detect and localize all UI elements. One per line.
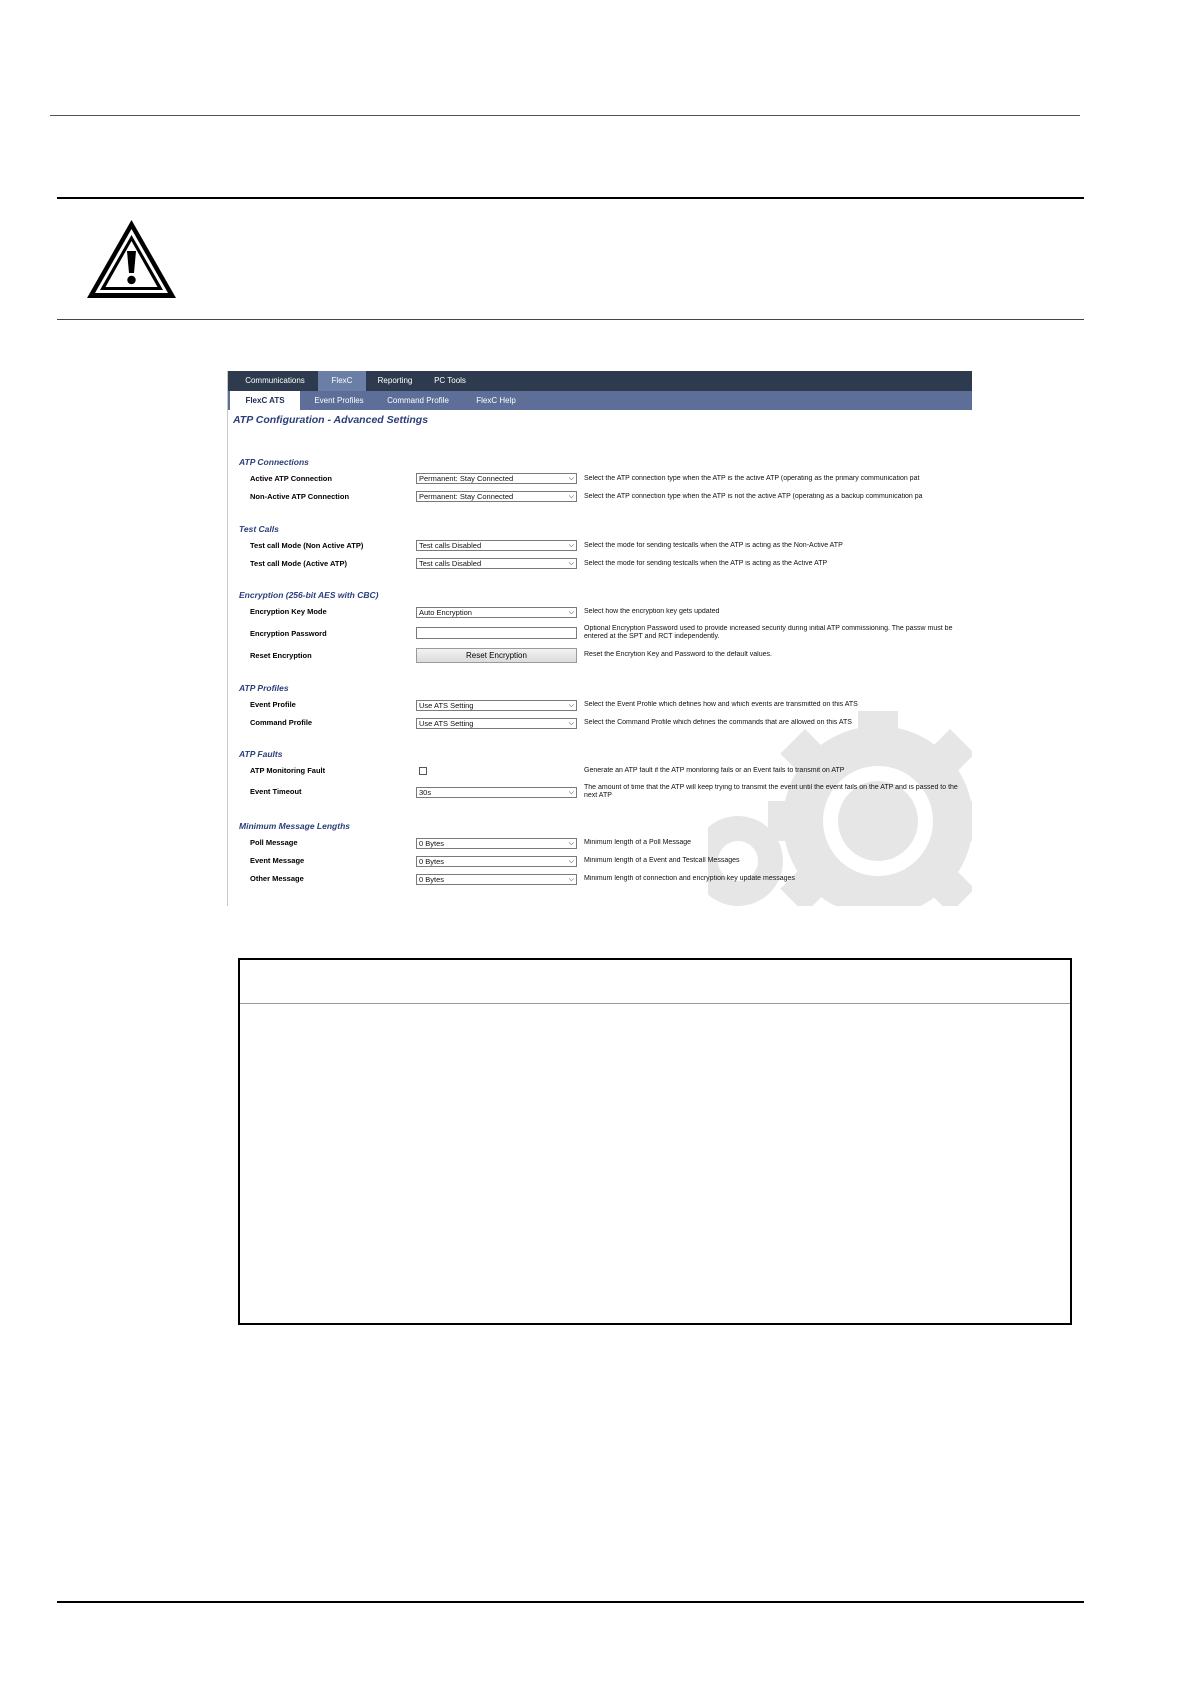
warning-triangle-icon xyxy=(84,217,179,302)
chevron-down-icon: ⌵ xyxy=(568,702,574,709)
active-connection-desc: Select the ATP connection type when the ATP is the active ATP (operating as the primary communication pat xyxy=(584,475,920,482)
chevron-down-icon: ⌵ xyxy=(568,609,574,616)
encryption-password-input[interactable] xyxy=(416,627,577,639)
testcall-nonactive-label: Test call Mode (Non Active ATP) xyxy=(250,541,364,550)
testcall-active-desc: Select the mode for sending testcalls when the ATP is acting as the Active ATP xyxy=(584,560,828,567)
chevron-down-icon: ⌵ xyxy=(568,840,574,847)
warning-rule-top xyxy=(57,197,1084,199)
other-message-select[interactable] xyxy=(416,874,577,885)
command-profile-label: Command Profile xyxy=(250,718,313,727)
tab-pc-tools[interactable]: PC Tools xyxy=(434,376,466,385)
section-atp-faults: ATP Faults xyxy=(239,749,283,759)
warning-rule-bottom xyxy=(57,319,1084,320)
command-profile-desc: Select the Command Profile which defines the commands that are allowed on this ATS xyxy=(584,719,852,726)
tab-flexc-ats[interactable]: FlexC ATS xyxy=(230,391,300,410)
header-rule xyxy=(50,115,1080,116)
password-label: Encryption Password xyxy=(250,629,327,638)
poll-message-select[interactable] xyxy=(416,838,577,849)
tab-reporting[interactable]: Reporting xyxy=(377,376,413,385)
table-header-rule xyxy=(240,1003,1070,1004)
event-timeout-desc: The amount of time that the ATP will keep trying to transmit the event until the event fails on the ATP and is passed to the next ATP xyxy=(584,784,958,799)
nonactive-connection-select[interactable] xyxy=(416,491,577,502)
sub-nav-bar xyxy=(228,391,972,410)
event-profile-desc: Select the Event Profile which defines how and which events are transmitted on this ATS xyxy=(584,701,858,708)
event-timeout-select[interactable] xyxy=(416,787,577,798)
top-nav-bar xyxy=(228,371,972,391)
reset-encryption-label: Reset Encryption xyxy=(250,651,312,660)
section-encryption: Encryption (256-bit AES with CBC) xyxy=(239,590,379,600)
event-profile-label: Event Profile xyxy=(250,700,296,709)
select-value: Use ATS Setting xyxy=(419,719,474,728)
event-message-label: Event Message xyxy=(250,856,305,865)
select-value: 30s xyxy=(419,788,432,797)
other-message-label: Other Message xyxy=(250,874,304,883)
select-value: Permanent: Stay Connected xyxy=(419,474,514,483)
testcall-active-select[interactable] xyxy=(416,558,577,569)
tab-flexc[interactable]: FlexC xyxy=(318,371,366,391)
nonactive-connection-label: Non-Active ATP Connection xyxy=(250,492,350,501)
active-connection-select[interactable] xyxy=(416,473,577,484)
key-mode-label: Encryption Key Mode xyxy=(250,607,327,616)
select-value: Test calls Disabled xyxy=(419,559,482,568)
atp-config-screenshot xyxy=(227,371,972,906)
select-value: Use ATS Setting xyxy=(419,701,474,710)
select-value: Auto Encryption xyxy=(419,608,472,617)
select-value: 0 Bytes xyxy=(419,839,445,848)
event-profile-select[interactable] xyxy=(416,700,577,711)
chevron-down-icon: ⌵ xyxy=(568,560,574,567)
event-message-desc: Minimum length of a Event and Testcall Messages xyxy=(584,857,740,864)
chevron-down-icon: ⌵ xyxy=(568,858,574,865)
reset-encryption-desc: Reset the Encrytion Key and Password to the default values. xyxy=(584,651,772,658)
tab-event-profiles[interactable]: Event Profiles xyxy=(314,396,364,405)
monitoring-fault-label: ATP Monitoring Fault xyxy=(250,766,326,775)
info-table-frame xyxy=(238,958,1072,1325)
chevron-down-icon: ⌵ xyxy=(568,475,574,482)
chevron-down-icon: ⌵ xyxy=(568,876,574,883)
testcall-active-label: Test call Mode (Active ATP) xyxy=(250,559,347,568)
section-min-lengths: Minimum Message Lengths xyxy=(239,821,350,831)
chevron-down-icon: ⌵ xyxy=(568,720,574,727)
section-test-calls: Test Calls xyxy=(239,524,279,534)
event-message-select[interactable] xyxy=(416,856,577,867)
reset-encryption-button[interactable]: Reset Encryption xyxy=(416,648,577,663)
tab-communications[interactable]: Communications xyxy=(245,376,305,385)
chevron-down-icon: ⌵ xyxy=(568,493,574,500)
active-connection-label: Active ATP Connection xyxy=(250,474,332,483)
select-value: Test calls Disabled xyxy=(419,541,482,550)
section-atp-connections: ATP Connections xyxy=(239,457,309,467)
footer-rule xyxy=(57,1601,1084,1603)
nonactive-connection-desc: Select the ATP connection type when the ATP is not the active ATP (operating as a backup communication pa xyxy=(584,493,923,500)
monitoring-fault-checkbox[interactable] xyxy=(419,767,427,775)
event-timeout-label: Event Timeout xyxy=(250,787,302,796)
password-desc: Optional Encryption Password used to provide increased security during initial ATP commissioning. The passw must be entered at the SPT and RCT independently. xyxy=(584,625,953,640)
chevron-down-icon: ⌵ xyxy=(568,789,574,796)
select-value: Permanent: Stay Connected xyxy=(419,492,514,501)
chevron-down-icon: ⌵ xyxy=(568,542,574,549)
command-profile-select[interactable] xyxy=(416,718,577,729)
testcall-nonactive-select[interactable] xyxy=(416,540,577,551)
monitoring-fault-desc: Generate an ATP fault if the ATP monitoring fails or an Event fails to transmit on ATP xyxy=(584,767,845,774)
poll-message-desc: Minimum length of a Poll Message xyxy=(584,839,691,846)
other-message-desc: Minimum length of connection and encryption key update messages xyxy=(584,875,795,882)
page-title: ATP Configuration - Advanced Settings xyxy=(233,414,429,426)
key-mode-select[interactable] xyxy=(416,607,577,618)
tab-command-profile[interactable]: Command Profile xyxy=(387,396,449,405)
key-mode-desc: Select how the encryption key gets updated xyxy=(584,608,720,615)
section-atp-profiles: ATP Profiles xyxy=(239,683,289,693)
tab-flexc-help[interactable]: FlexC Help xyxy=(476,396,516,405)
testcall-nonactive-desc: Select the mode for sending testcalls when the ATP is acting as the Non-Active ATP xyxy=(584,542,843,549)
select-value: 0 Bytes xyxy=(419,857,445,866)
poll-message-label: Poll Message xyxy=(250,838,298,847)
select-value: 0 Bytes xyxy=(419,875,445,884)
